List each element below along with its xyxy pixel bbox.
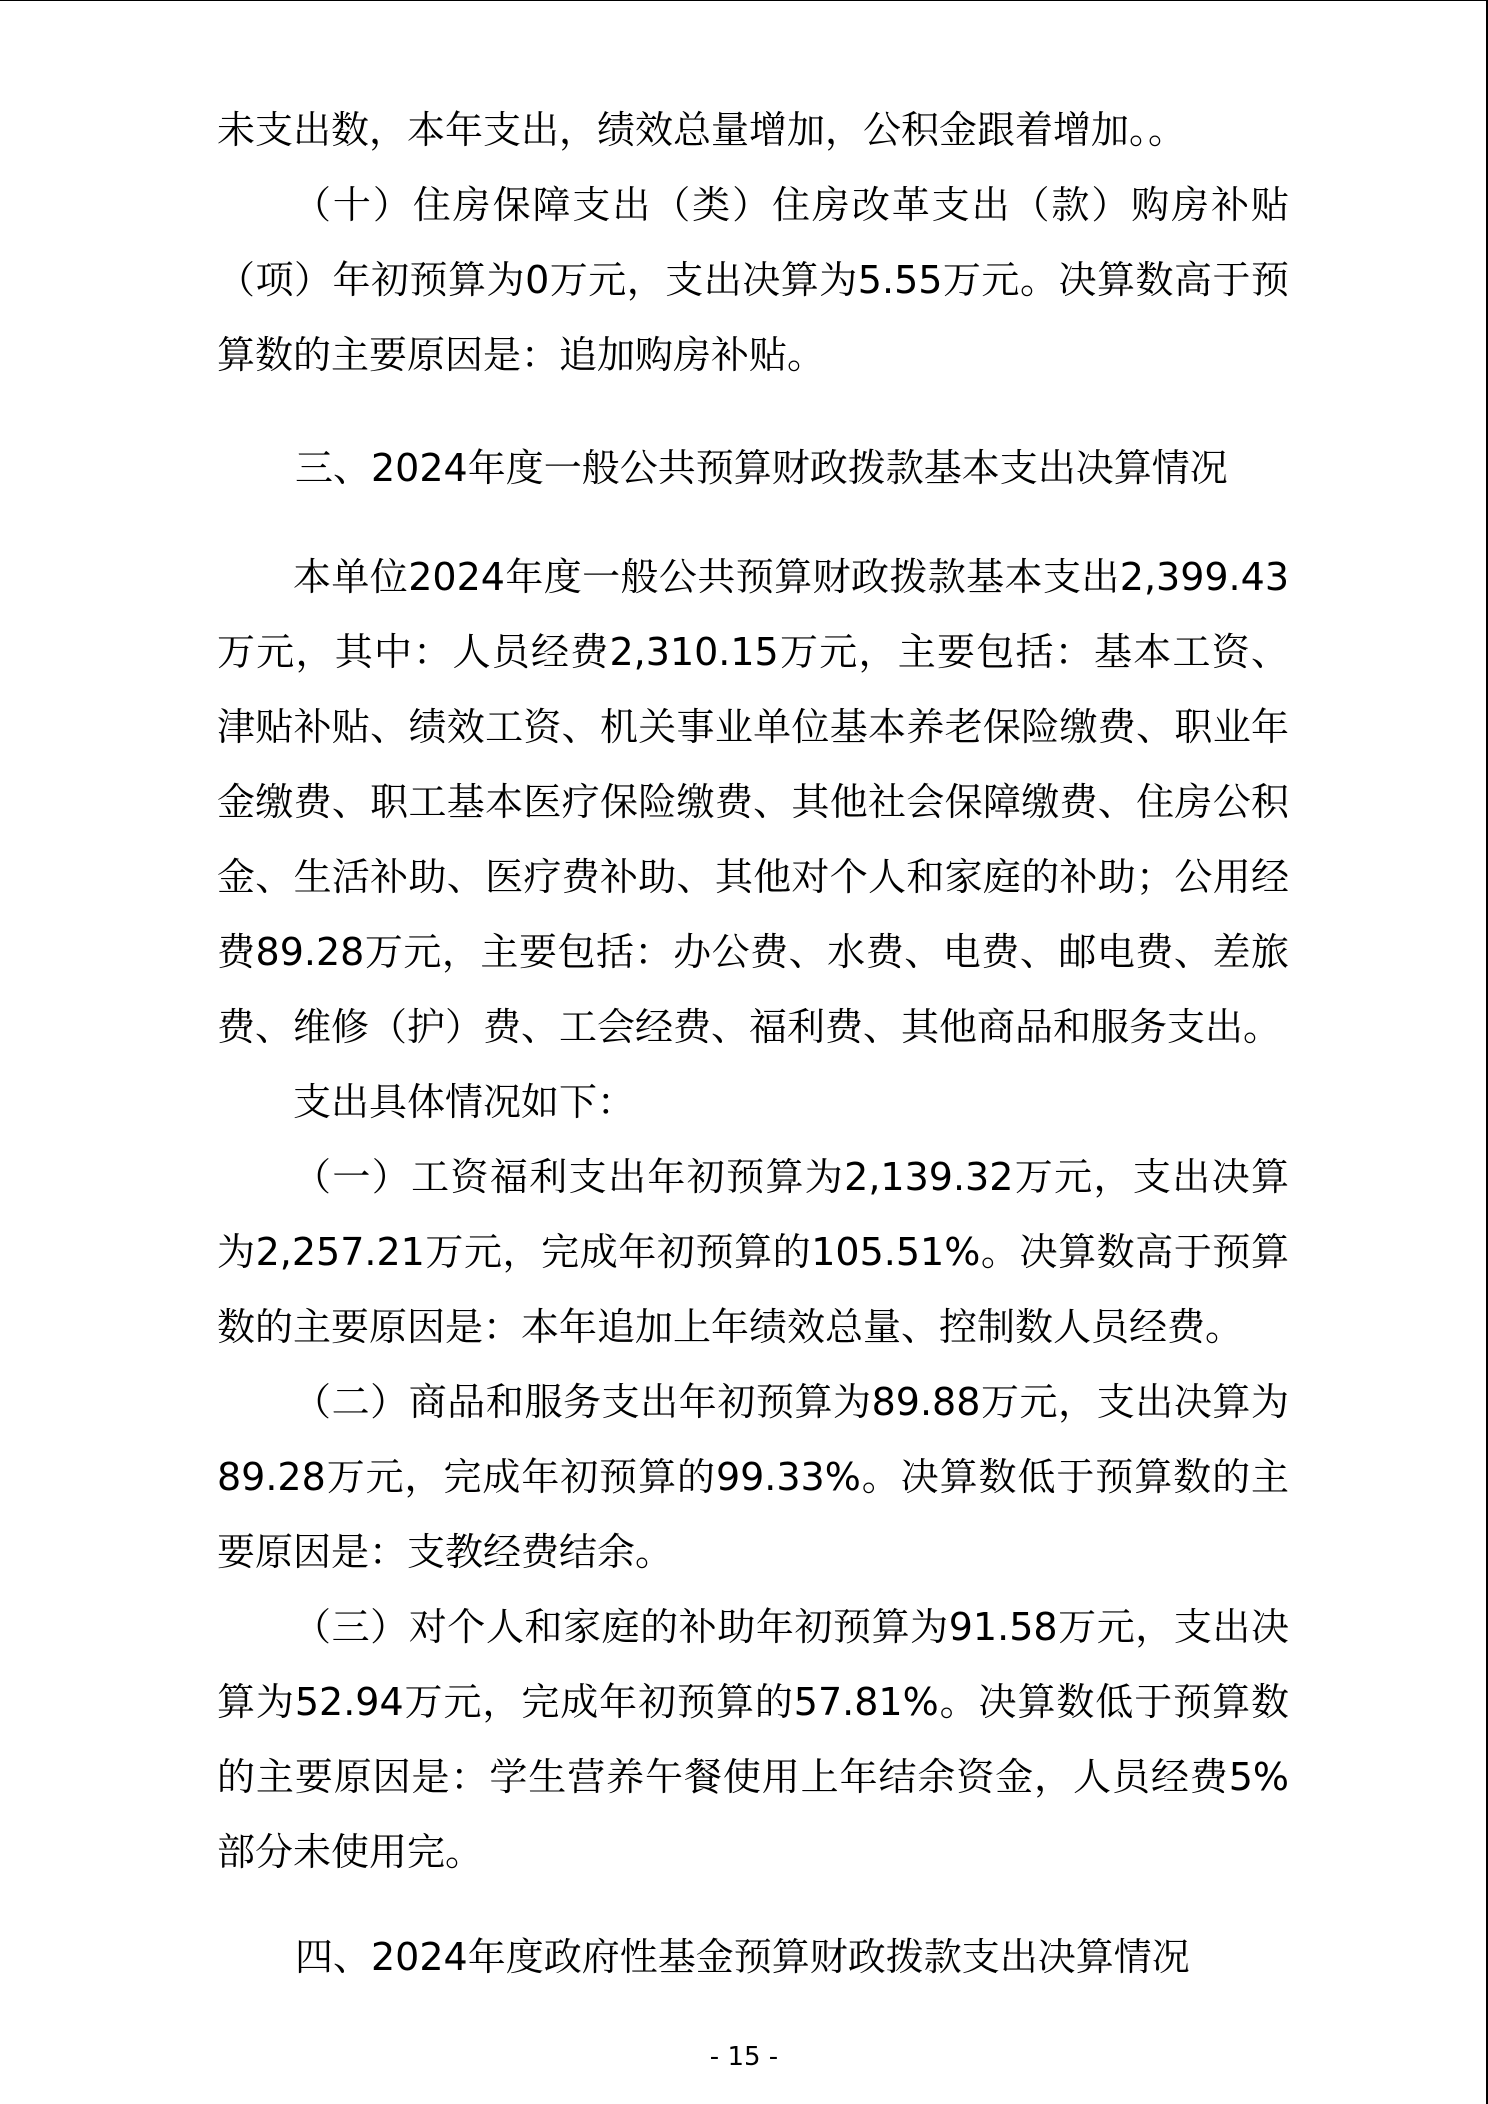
section-heading-basic-expenditure: 三、2024年度一般公共预算财政拨款基本支出决算情况 bbox=[295, 446, 1228, 490]
paragraph-item-salary-welfare: （一）工资福利支出年初预算为2,139.32万元，支出决算为2,257.21万元，完成年初预算的105.51%。决算数高于预算数的主要原因是：本年追加上年绩效总量、控制数人员经费。 bbox=[217, 1155, 1289, 1349]
paragraph-item-goods-services: （二）商品和服务支出年初预算为89.88万元，支出决算为89.28万元，完成年初预算的99.33%。决算数低于预算数的主要原因是：支教经费结余。 bbox=[217, 1380, 1289, 1574]
paragraph-detail-lead: 支出具体情况如下： bbox=[293, 1080, 636, 1124]
paragraph-housing-subsidy: （十）住房保障支出（类）住房改革支出（款）购房补贴（项）年初预算为0万元，支出决算为5.55万元。决算数高于预算数的主要原因是：追加购房补贴。 bbox=[217, 183, 1289, 377]
paragraph-continuation: 未支出数，本年支出，绩效总量增加，公积金跟着增加。。 bbox=[217, 108, 1187, 152]
document-body bbox=[217, 93, 1289, 1995]
paragraph-item-personal-family-subsidy: （三）对个人和家庭的补助年初预算为91.58万元，支出决算为52.94万元，完成年初预算的57.81%。决算数低于预算数的主要原因是：学生营养午餐使用上年结余资金，人员经费5%部分未使用完。 bbox=[217, 1605, 1289, 1874]
paragraph-basic-expenditure-intro: 本单位2024年度一般公共预算财政拨款基本支出2,399.43万元，其中：人员经费2,310.15万元，主要包括：基本工资、津贴补贴、绩效工资、机关事业单位基本养老保险缴费、职业年金缴费、职工基本医疗保险缴费、其他社会保障缴费、住房公积金、生活补助、医疗费补助、其他对个人和家庭的补助；公用经费89.28万元，主要包括：办公费、水费、电费、邮电费、差旅费、维修（护）费、工会经费、福利费、其他商品和服务支出。 bbox=[217, 555, 1289, 1049]
page-number: - 15 - bbox=[709, 2042, 779, 2072]
section-heading-government-fund: 四、2024年度政府性基金预算财政拨款支出决算情况 bbox=[295, 1935, 1190, 1979]
